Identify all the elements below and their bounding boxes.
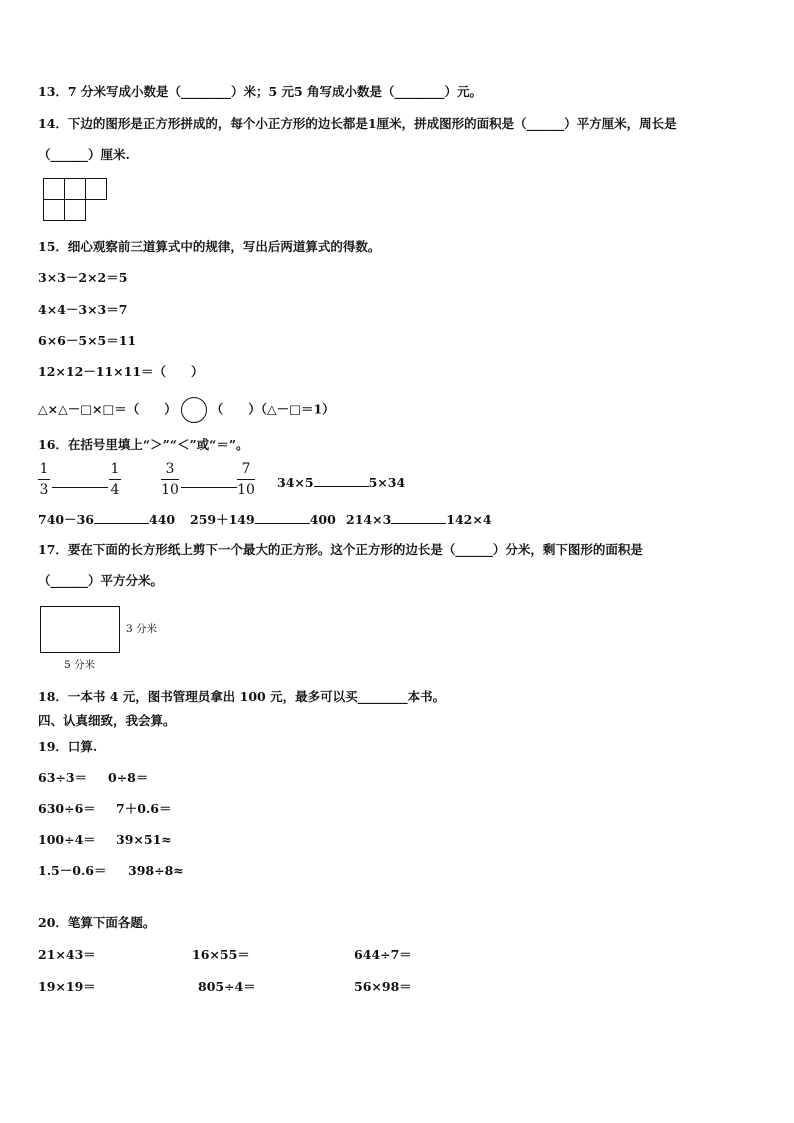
fraction-denominator: 10 xyxy=(237,482,255,498)
fraction-1-4 xyxy=(109,461,121,498)
written-calc: 644÷7＝ xyxy=(354,947,412,962)
answer-blank[interactable] xyxy=(181,475,237,488)
answer-blank[interactable] xyxy=(52,475,108,488)
fraction-numerator: 7 xyxy=(241,461,251,477)
question-14-line2: （______）厘米. xyxy=(38,147,130,162)
mental-calc: 398÷8≈ xyxy=(128,863,184,878)
comparison-3 xyxy=(277,474,405,491)
fraction-denominator: 3 xyxy=(39,482,49,498)
rectangle-width-label: 5 分米 xyxy=(64,659,96,671)
question-19-stem: 19．口算. xyxy=(38,739,98,754)
rectangle-height-label: 3 分米 xyxy=(126,623,158,635)
equation-5 xyxy=(38,397,335,423)
comparison-right: 440 xyxy=(149,512,176,527)
question-17-line1: 17．要在下面的长方形纸上剪下一个最大的正方形。这个正方形的边长是（______）分米，剩下图形的面积是 xyxy=(38,542,643,557)
fraction-numerator: 3 xyxy=(165,461,175,477)
comparison-right: 400 xyxy=(309,512,336,527)
equation-5-right: （ ）（△－□＝1） xyxy=(210,401,335,417)
equation-4: 12×12－11×11＝（ ） xyxy=(38,364,204,379)
comparison-left: 259＋149 xyxy=(190,512,255,527)
answer-blank[interactable] xyxy=(314,474,369,487)
mental-calc: 0÷8＝ xyxy=(108,770,149,785)
comparison-left: 214×3 xyxy=(346,512,392,527)
rectangle-figure xyxy=(40,606,120,653)
question-20-stem: 20．笔算下面各题。 xyxy=(38,915,156,930)
question-14-line1: 14．下边的图形是正方形拼成的，每个小正方形的边长都是1厘米，拼成图形的面积是（______）平方厘米，周长是 xyxy=(38,116,677,131)
fraction-7-10 xyxy=(237,461,255,498)
question-16-stem: 16．在括号里填上“＞”“＜”或“＝”。 xyxy=(38,437,249,452)
section-title: 四、认真细致，我会算。 xyxy=(38,713,176,728)
mental-calc: 1.5－0.6＝ xyxy=(38,863,107,878)
fraction-1-3 xyxy=(38,461,50,498)
written-calc: 805÷4＝ xyxy=(198,979,256,994)
equation-5-left: △×△－□×□＝（ ） xyxy=(38,401,177,417)
fraction-numerator: 1 xyxy=(110,461,120,477)
fraction-denominator: 4 xyxy=(110,482,120,498)
answer-blank[interactable] xyxy=(391,511,446,524)
fraction-numerator: 1 xyxy=(39,461,49,477)
comparison-circle xyxy=(181,397,207,423)
written-calc: 21×43＝ xyxy=(38,947,96,962)
written-calc: 16×55＝ xyxy=(192,947,250,962)
mental-calc: 39×51≈ xyxy=(116,832,172,847)
answer-blank[interactable] xyxy=(94,511,149,524)
equation-1: 3×3－2×2＝5 xyxy=(38,270,128,285)
fraction-denominator: 10 xyxy=(161,482,179,498)
question-18: 18．一本书 4 元，图书管理员拿出 100 元，最多可以买________本书。 xyxy=(38,689,446,704)
written-calc: 19×19＝ xyxy=(38,979,96,994)
mental-calc: 7＋0.6＝ xyxy=(116,801,172,816)
comparison-6 xyxy=(346,511,492,528)
comparison-right: 5×34 xyxy=(368,475,406,490)
question-13: 13．7 分米写成小数是（________）米；5 元5 角写成小数是（________）元。 xyxy=(38,84,483,99)
mental-calc: 630÷6＝ xyxy=(38,801,96,816)
square-grid-figure xyxy=(43,178,107,221)
comparison-left: 740－36 xyxy=(38,512,94,527)
question-15-stem: 15．细心观察前三道算式中的规律，写出后两道算式的得数。 xyxy=(38,239,381,254)
comparison-5 xyxy=(190,511,336,528)
answer-blank[interactable] xyxy=(255,511,310,524)
comparison-4 xyxy=(38,511,175,528)
equation-2: 4×4－3×3＝7 xyxy=(38,302,128,317)
fraction-3-10 xyxy=(161,461,179,498)
comparison-right: 142×4 xyxy=(446,512,492,527)
mental-calc: 63÷3＝ xyxy=(38,770,88,785)
comparison-left: 34×5 xyxy=(277,475,314,490)
mental-calc: 100÷4＝ xyxy=(38,832,96,847)
question-17-line2: （______）平方分米。 xyxy=(38,573,164,588)
equation-3: 6×6－5×5＝11 xyxy=(38,333,137,348)
written-calc: 56×98＝ xyxy=(354,979,412,994)
